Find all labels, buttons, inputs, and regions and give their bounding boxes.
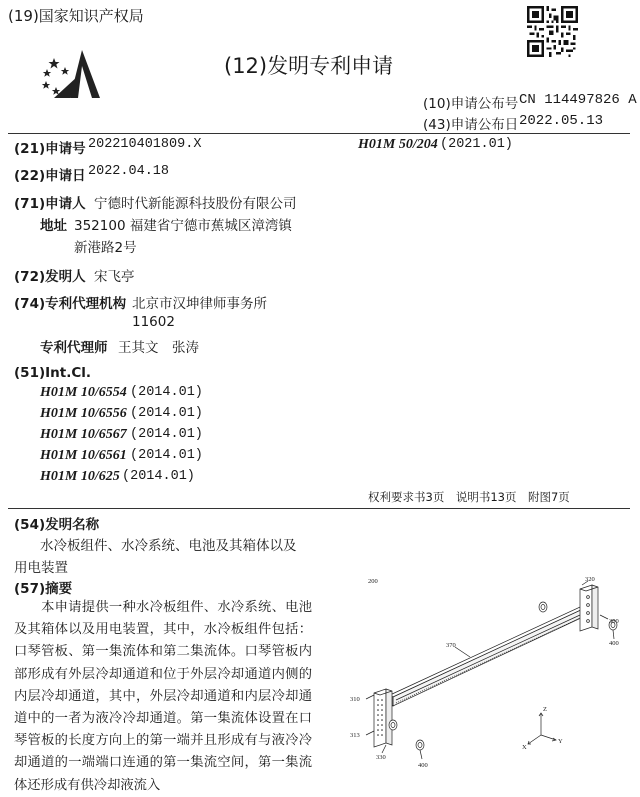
ipc-code: H01M 10/625 <box>40 469 120 484</box>
ipc-main-code: H01M 50/204 <box>358 137 438 152</box>
ipc-version: (2014.01) <box>130 406 203 421</box>
agent: 王其文 张涛 <box>118 340 199 356</box>
abstract-figure <box>330 575 630 780</box>
applicant: 宁德时代新能源科技股份有限公司 <box>94 196 297 212</box>
fig-label-320: 320 <box>585 576 595 583</box>
app-no: 202210401809.X <box>88 137 202 152</box>
agency-code: 11602 <box>132 314 175 330</box>
header-divider <box>8 133 630 134</box>
page-counts: 权利要求书3页 说明书13页 附图7页 <box>368 490 570 504</box>
intcl-label: (51)Int.Cl. <box>14 365 92 381</box>
ipc-version: (2014.01) <box>130 385 203 400</box>
address-line-2: 新港路2号 <box>74 240 137 256</box>
patent-office: (19)国家知识产权局 <box>8 7 144 25</box>
ipc-version: (2014.01) <box>130 427 203 442</box>
axis-y-label: Y <box>558 738 563 745</box>
pub-no-label: (10)申请公布号 <box>423 96 519 112</box>
section-divider <box>8 508 630 509</box>
app-date: 2022.04.18 <box>88 164 170 179</box>
address-label: 地址 <box>40 218 67 234</box>
app-no-label: (21)申请号 <box>14 141 86 157</box>
abstract-text: 本申请提供一种水冷板组件、水冷系统、电池及其箱体以及用电装置，其中，水冷板组件包括：口琴管板、第一集流体和第二集流体。口琴管板内部形成有外层冷却通道和位于外层冷却通道内侧的内层冷却通道，其中，外层冷却通道和内层冷却通道中的一者为液冷冷却通道。第一集流体设置在口琴管板的长度方向上的第一端并且形成有与液冷冷却通道的一端端口连通的第一集流空间，第一集流体还形成有供冷却液流入 <box>14 600 312 793</box>
qr-code[interactable] <box>527 6 578 57</box>
cnipa-logo <box>40 46 110 102</box>
fig-label-310: 310 <box>350 696 360 703</box>
fig-label-200: 200 <box>368 578 378 585</box>
abstract-label: (57)摘要 <box>14 581 73 597</box>
ipc-code: H01M 10/6561 <box>40 448 127 463</box>
axis-z-label: Z <box>543 706 547 713</box>
ipc-version: (2014.01) <box>130 448 203 463</box>
invention-title-line-1: 水冷板组件、水冷系统、电池及其箱体以及 <box>40 538 297 554</box>
agency-label: (74)专利代理机构 <box>14 296 127 312</box>
app-date-label: (22)申请日 <box>14 168 86 184</box>
ipc-main-version: (2021.01) <box>440 137 513 152</box>
pub-date: 2022.05.13 <box>519 113 604 129</box>
agent-label: 专利代理师 <box>40 340 108 356</box>
invention-title-label: (54)发明名称 <box>14 517 100 533</box>
pub-date-label: (43)申请公布日 <box>423 117 519 133</box>
ipc-code: H01M 10/6556 <box>40 406 127 421</box>
fig-label-300: 300 <box>609 618 619 625</box>
address-line-1: 352100 福建省宁德市蕉城区漳湾镇 <box>74 218 292 234</box>
pub-no: CN 114497826 A <box>519 92 637 108</box>
fig-label-370: 370 <box>446 642 456 649</box>
ipc-version: (2014.01) <box>122 469 195 484</box>
applicant-label: (71)申请人 <box>14 196 86 212</box>
ipc-code: H01M 10/6567 <box>40 427 127 442</box>
invention-title-line-2: 用电装置 <box>14 560 68 576</box>
ipc-code: H01M 10/6554 <box>40 385 127 400</box>
agency: 北京市汉坤律师事务所 <box>132 296 267 312</box>
document-type-title: (12)发明专利申请 <box>224 54 394 78</box>
inventor-label: (72)发明人 <box>14 269 86 285</box>
fig-label-400: 400 <box>609 640 619 647</box>
fig-label-400: 400 <box>418 762 428 769</box>
inventor: 宋飞亭 <box>94 269 135 285</box>
axis-x-label: X <box>522 744 527 751</box>
fig-label-313: 313 <box>350 732 360 739</box>
fig-label-330: 330 <box>376 754 386 761</box>
